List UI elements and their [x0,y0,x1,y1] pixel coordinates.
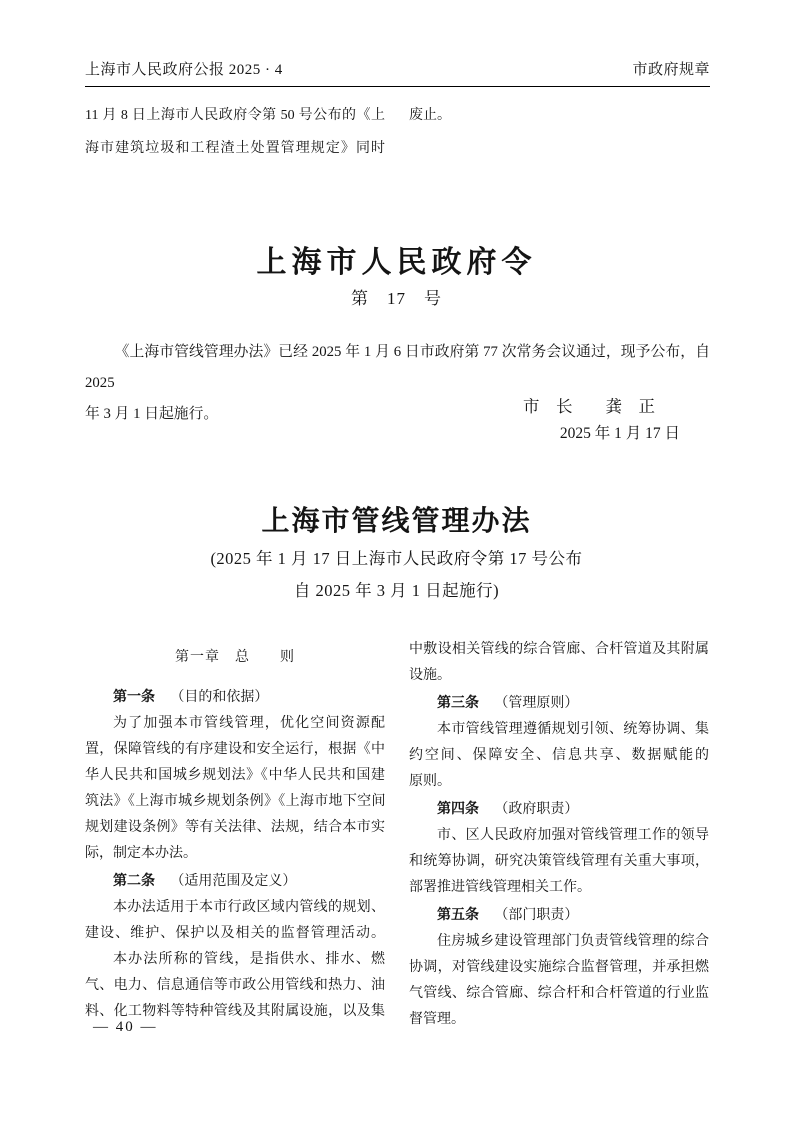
continuation-line: 废止。 [409,108,451,123]
regulation-publication-note: (2025 年 1 月 17 日上海市人民政府令第 17 号公布 [210,549,583,568]
body-line: 际，制定本办法。 [85,846,197,861]
body-line: 华人民共和国城乡规划法》《中华人民共和国建 [85,768,385,783]
signature-date: 2025 年 1 月 17 日 [559,425,680,442]
article-heading [409,689,709,717]
running-header [85,58,710,79]
chapter-heading: 第一章 总 则 [175,650,295,665]
body-line: 和统筹协调，研究决策管线管理有关重大事项， [409,854,709,869]
body-right-column [409,637,709,1033]
article-number: 第四条 [437,800,479,816]
body-line: 部署推进管线管理相关工作。 [409,880,591,895]
article-number: 第二条 [113,872,155,888]
page-number: — 40 — [93,1019,158,1035]
continuation-right-column [409,99,709,132]
body-left-column [85,637,385,1025]
decree-number: 第 17 号 [351,289,442,308]
regulation-effective-note: 自 2025 年 3 月 1 日起施行) [293,581,500,600]
body-line: 督管理。 [409,1012,465,1027]
article-number: 第一条 [113,688,155,704]
article-number: 第五条 [437,906,479,922]
continuation-left-column [85,99,385,165]
article-subject: （政府职责） [494,802,579,817]
body-line: 中敷设相关管线的综合管廊、合杆管道及其附属 [409,642,709,657]
regulation-title: 上海市管线管理办法 [261,506,532,537]
continuation-line: 11 月 8 日上海市人民政府令第 50 号公布的《上 [85,108,385,123]
article-heading [85,683,385,711]
body-line: 本市管线管理遵循规划引领、统筹协调、集 [437,722,709,737]
article-heading [409,795,709,823]
body-line: 料、化工物料等特种管线及其附属设施，以及集 [85,1004,385,1019]
body-line: 建设、维护、保护以及相关的监督管理活动。 [85,926,385,941]
article-subject: （部门职责） [494,908,579,923]
continuation-line: 海市建筑垃圾和工程渣土处置管理规定》同时 [85,141,385,156]
body-line: 设施。 [409,668,451,683]
decree-body-line: 《上海市管线管理办法》已经 2025 年 1 月 6 日市政府第 77 次常务会议通过，现予公布，自 2025 [85,344,710,391]
body-line: 市、区人民政府加强对管线管理工作的领导 [437,828,709,843]
body-line: 本办法适用于本市行政区域内管线的规划、 [113,900,385,915]
decree-title: 上海市人民政府令 [256,246,537,279]
body-line: 气、电力、信息通信等市政公用管线和热力、油 [85,978,385,993]
article-number: 第三条 [437,694,479,710]
section-label: 市政府规章 [632,62,710,78]
gazette-masthead: 上海市人民政府公报 2025 · 4 [85,62,283,78]
body-line: 住房城乡建设管理部门负责管线管理的综合 [437,934,709,949]
body-line: 原则。 [409,774,451,789]
header-rule [85,86,710,87]
signature-mayor: 市 长 龚 正 [523,397,655,416]
article-subject: （目的和依据） [170,690,269,705]
body-line: 为了加强本市管线管理，优化空间资源配 [113,716,385,731]
body-line: 规划建设条例》等有关法律、法规，结合本市实 [85,820,385,835]
body-line: 本办法所称的管线，是指供水、排水、燃 [113,952,385,967]
decree-body-line: 年 3 月 1 日起施行。 [85,406,219,422]
article-subject: （管理原则） [494,696,579,711]
body-line: 协调，对管线建设实施综合监督管理，并承担燃 [409,960,709,975]
article-heading [85,867,385,895]
body-line: 筑法》《上海市城乡规划条例》《上海市地下空间 [85,794,385,809]
body-line: 气管线、综合管廊、综合杆和合杆管道的行业监 [409,986,709,1001]
article-heading [409,901,709,929]
body-line: 约空间、保障安全、信息共享、数据赋能的 [409,748,709,763]
article-subject: （适用范围及定义） [170,874,297,889]
body-line: 置，保障管线的有序建设和安全运行，根据《中 [85,742,385,757]
